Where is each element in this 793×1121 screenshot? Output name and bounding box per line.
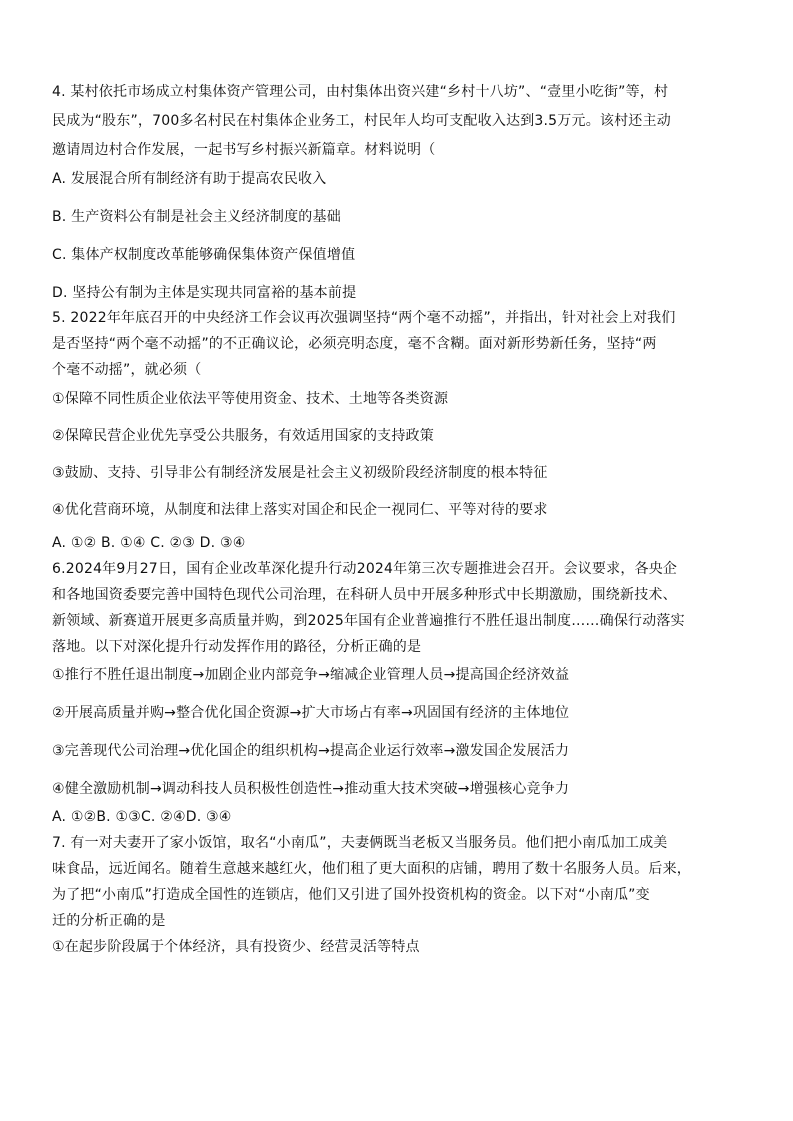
q5-stem-line-3: 个毫不动摇”，就必须（	[52, 362, 202, 378]
q5-stem-line-2: 是否坚持“两个毫不动摇”的不正确议论，必须亮明态度，毫不含糊。面对新形势新任务，坚持“两	[52, 336, 657, 352]
q6-item-1: ①推行不胜任退出制度→加剧企业内部竞争→缩减企业管理人员→提高国企经济效益	[52, 667, 570, 683]
q6-item-3: ③完善现代公司治理→优化国企的组织机构→提高企业运行效率→激发国企发展活力	[52, 743, 570, 759]
document-page	[52, 82, 777, 957]
question-7	[52, 833, 777, 957]
q5-item-3: ③鼓励、支持、引导非公有制经济发展是社会主义初级阶段经济制度的根本特征	[52, 465, 548, 481]
q7-stem-line-2: 味食品，远近闻名。随着生意越来越红火，他们租了更大面积的店铺，聘用了数十名服务人员。后来，	[52, 861, 691, 877]
q7-stem-line-4: 迁的分析正确的是	[52, 913, 166, 929]
q6-item-2: ②开展高质量并购→整合优化国企资源→扩大市场占有率→巩固国有经济的主体地位	[52, 705, 570, 721]
q4-option-b: B. 生产资料公有制是社会主义经济制度的基础	[52, 209, 341, 225]
q4-option-c: C. 集体产权制度改革能够确保集体资产保值增值	[52, 247, 356, 263]
q4-option-d: D. 坚持公有制为主体是实现共同富裕的基本前提	[52, 285, 357, 301]
question-4	[52, 82, 777, 303]
q6-answer-choices: A. ①②B. ①③C. ②④D. ③④	[52, 809, 232, 825]
q5-item-2: ②保障民营企业优先享受公共服务，有效适用国家的支持政策	[52, 428, 434, 444]
q6-stem-line-3: 新领域、新赛道开展更多高质量并购，到2025年国有企业普遍推行不胜任退出制度……确保行动落实	[52, 613, 685, 629]
question-5	[52, 308, 777, 553]
q5-item-4: ④优化营商环境，从制度和法律上落实对国企和民企一视同仁、平等对待的要求	[52, 502, 548, 518]
q4-option-a: A. 发展混合所有制经济有助于提高农民收入	[52, 171, 327, 187]
question-6	[52, 559, 777, 827]
q7-stem-line-3: 为了把“小南瓜”打造成全国性的连锁店，他们又引进了国外投资机构的资金。以下对“小南瓜”变	[52, 887, 650, 903]
q7-stem-line-1: 7. 有一对夫妻开了家小饭馆，取名“小南瓜”，夫妻俩既当老板又当服务员。他们把小南瓜加工成美	[52, 835, 668, 851]
q5-answer-choices: A. ①② B. ①④ C. ②③ D. ③④	[52, 535, 246, 551]
q5-stem-line-1: 5. 2022年年底召开的中央经济工作会议再次强调坚持“两个毫不动摇”，并指出，针对社会上对我们	[52, 310, 676, 326]
q6-stem-line-4: 落地。以下对深化提升行动发挥作用的路径，分析正确的是	[52, 639, 422, 655]
q5-item-1: ①保障不同性质企业依法平等使用资金、技术、土地等各类资源	[52, 391, 449, 407]
q6-stem-line-1: 6.2024年9月27日，国有企业改革深化提升行动2024年第三次专题推进会召开。会议要求，各央企	[52, 561, 678, 577]
q4-stem-line-1: 4. 某村依托市场成立村集体资产管理公司，由村集体出资兴建“乡村十八坊”、“壹里小吃街”等，村	[52, 84, 669, 100]
q7-item-1: ①在起步阶段属于个体经济，具有投资少、经营灵活等特点	[52, 939, 420, 955]
q4-stem-line-2: 民成为“股东”，700多名村民在村集体企业务工，村民年人均可支配收入达到3.5万元。该村还主动	[52, 113, 671, 129]
q6-item-4: ④健全激励机制→调动科技人员积极性创造性→推动重大技术突破→增强核心竞争力	[52, 781, 570, 797]
q4-stem-line-3: 邀请周边村合作发展，一起书写乡村振兴新篇章。材料说明（	[52, 142, 436, 158]
q6-stem-line-2: 和各地国资委要完善中国特色现代公司治理，在科研人员中开展多种形式中长期激励，围绕新技术、	[52, 587, 677, 603]
